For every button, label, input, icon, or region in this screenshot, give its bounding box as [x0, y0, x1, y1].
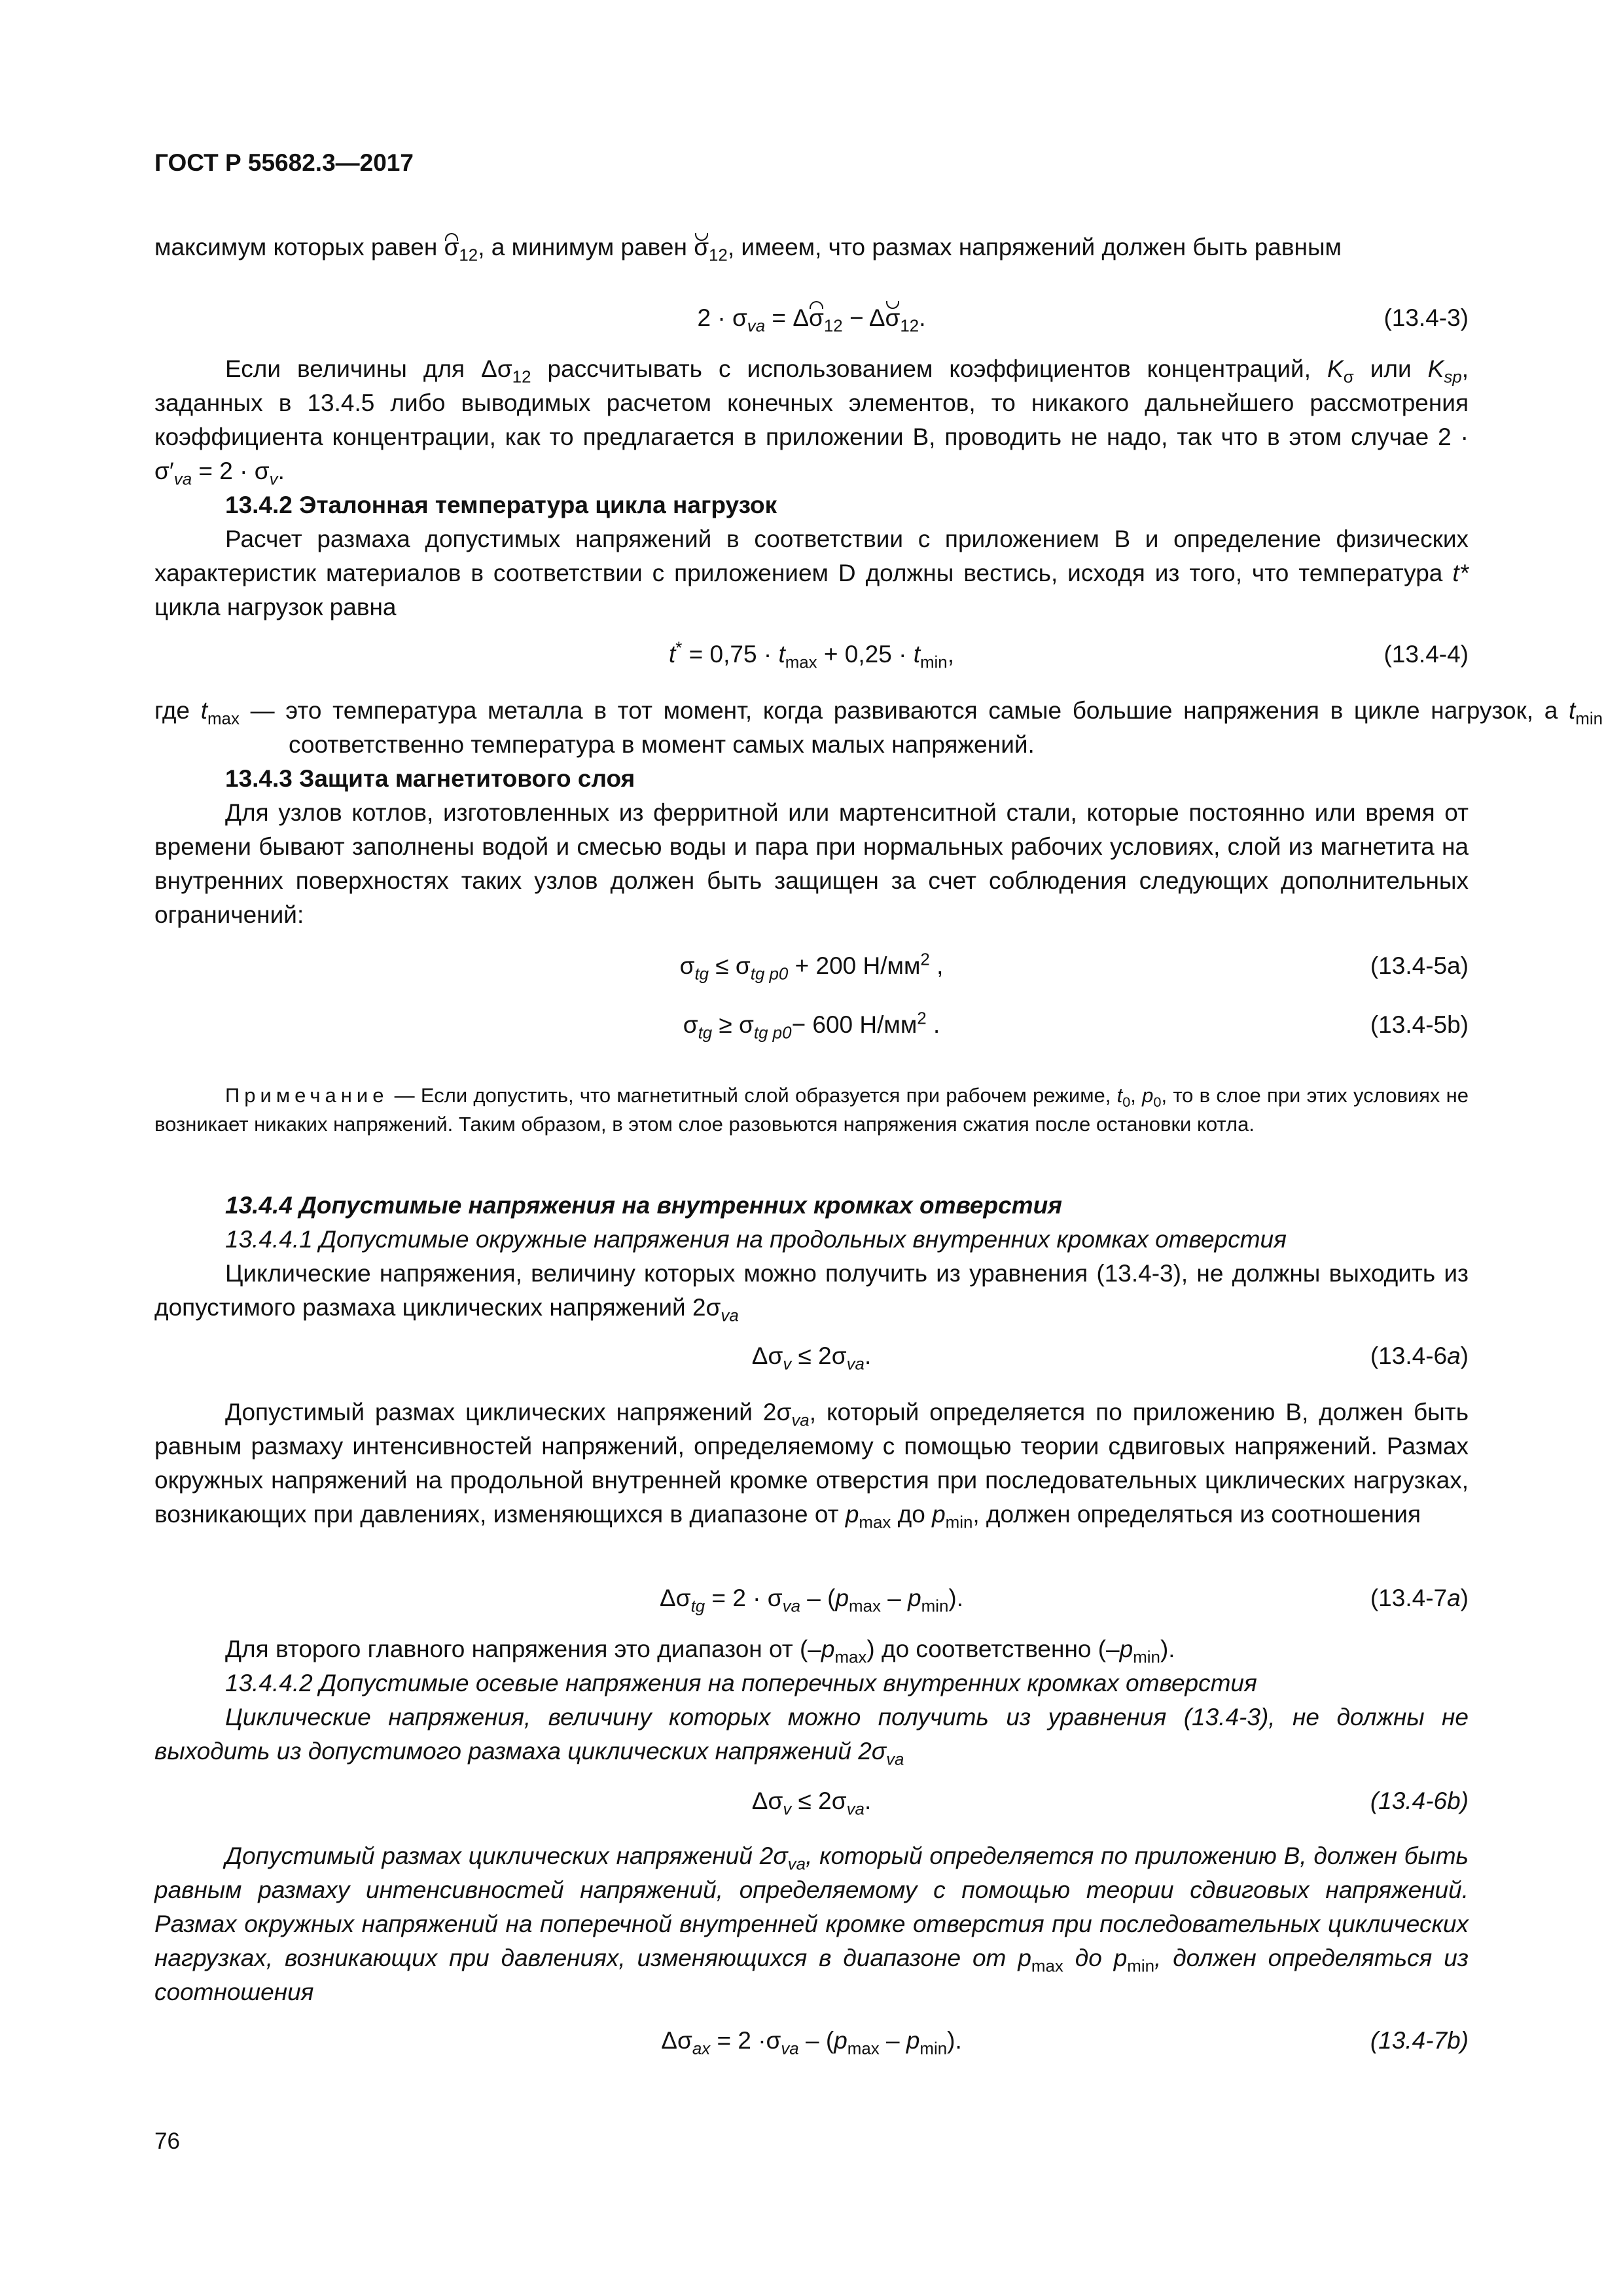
equation-13-4-6a: $\Delta\sigma_v \le 2\sigma_{va}$. (13.4-6a) — [154, 1336, 1469, 1376]
paragraph-second-principal: Для второго главного напряжения это диапазон от $(-p_{max})$ до соответственно $(-p_{min})$. — [225, 1636, 1175, 1667]
page-number: 76 — [154, 2128, 180, 2154]
equation-number: (13.4-5b) — [1370, 1011, 1469, 1038]
heading-13-4-3: 13.4.3 Защита магнетитового слоя — [225, 765, 635, 792]
sigma-hat-symbol: σ — [444, 230, 459, 264]
paragraph-where-tmax: где $t_{max}$ — это температура металла в тот момент, когда развиваются самые большие напряжения в цикле нагрузок, а $t_{min}$ соответственно температура в момент самых малых напряжений. — [154, 697, 1603, 758]
paragraph-reference-temperature: Расчет размаха допустимых напряжений в соответствии с приложением B и определение физических характеристик материалов в соответствии с приложением D должны вестись, исходя из того, что температура t* цикла нагрузок равна — [154, 526, 1469, 620]
heading-13-4-4: 13.4.4 Допустимые напряжения на внутренних кромках отверстия — [225, 1192, 1062, 1219]
heading-13-4-2: 13.4.2 Эталонная температура цикла нагрузок — [225, 492, 777, 518]
equation-number: (13.4-6a) — [1370, 1342, 1469, 1369]
equation-13-4-4: $t^* = 0,75 \cdot t_{max} + 0,25 \cdot t_{min}$, (13.4-4) — [154, 635, 1469, 674]
equation-13-4-7b: $\Delta\sigma_{ax} = 2 \cdot\sigma_{va} - (p_{max} - p_{min})$. (13.4-7b) — [154, 2021, 1469, 2060]
heading-13-4-4-2: 13.4.4.2 Допустимые осевые напряжения на поперечных внутренних кромках отверстия — [225, 1670, 1257, 1696]
equation-13-4-3: $2 \cdot \sigma_{va} = \Delta\sigma_{12} - \Delta\sigma_{12}$. (13.4-3) — [154, 298, 1469, 338]
paragraph-cyclic-stresses: Циклические напряжения, величину которых можно получить из уравнения (13.4-3), не должны выходить из допустимого размаха циклических напряжений $2\sigma_{va}$ — [154, 1260, 1469, 1325]
equation-number: (13.4-6b) — [1370, 1787, 1469, 1814]
paragraph-concentration: Если величины для $\Delta\sigma_{12}$ рассчитывать с использованием коэффициентов концентраций, $K_\sigma$ или $K_{sp}$, заданных в 13.4.5 либо выводимых расчетом конечных элементов, то никакого дальнейшего рассмотрения коэффициента концентрации, как то предлагается в приложении B, проводить не надо, так что в этом случае $2 \cdot \sigma'_{va} = 2 \cdot \sigma_v$. — [154, 355, 1469, 489]
note-label: Примечание — [225, 1084, 389, 1107]
equation-13-4-5b: $\sigma_{tg} \ge \sigma_{tg p0}- 600$ $Н/мм^2$ . (13.4-5b) — [154, 1005, 1469, 1045]
paragraph-cyclic-stresses-italic: Циклические напряжения, величину которых можно получить из уравнения (13.4-3), не должны не выходить из допустимого размаха циклических напряжений $2\sigma_{va}$ — [154, 1704, 1469, 1769]
paragraph-allowable-range-italic: Допустимый размах циклических напряжений $2\sigma_{va}$, который определяется по приложению B, должен быть равным размаху интенсивностей напряжений, определяемому с помощью теории сдвиговых напряжений. Размах окружных напряжений на поперечной внутренней кромке отверстия при последовательных циклических нагрузках, возникающих при давлениях, изменяющихся в диапазоне от $p_{max}$ до $p_{min}$, должен определяться из соотношения — [154, 1842, 1469, 2005]
sigma-breve-symbol: σ — [694, 230, 709, 264]
paragraph-intro: максимум которых равен $\sigma_{12}$, а минимум равен $\sigma_{12}$, имеем, что размах напряжений должен быть равным — [154, 230, 1469, 264]
heading-13-4-4-1: 13.4.4.1 Допустимые окружные напряжения на продольных внутренних кромках отверстия — [225, 1226, 1287, 1253]
note-block: Примечание — Если допустить, что магнетитный слой образуется при рабочем режиме, $t_0$, $p_0$, то в слое при этих условиях не возникает никаких напряжений. Таким образом, в этом слое разовьются напряжения сжатия после остановки котла. — [154, 1084, 1469, 1136]
paragraph-magnetite: Для узлов котлов, изготовленных из ферритной или мартенситной стали, которые постоянно или время от времени бывают заполнены водой и смесью воды и пара при нормальных рабочих условиях, слой из магнетита на внутренних поверхностях таких узлов должен быть защищен за счет соблюдения следующих дополнительных ограничений: — [154, 799, 1469, 928]
paragraph-allowable-range: Допустимый размах циклических напряжений $2\sigma_{va}$, который определяется по приложению B, должен быть равным размаху интенсивностей напряжений, определяемому с помощью теории сдвиговых напряжений. Размах окружных напряжений на продольной внутренней кромке отверстия при последовательных циклических нагрузках, возникающих при давлениях, изменяющихся в диапазоне от $p_{max}$ до $p_{min}$, должен определяться из соотношения — [154, 1399, 1469, 1532]
equation-13-4-5a: $\sigma_{tg} \le \sigma_{tg p0} + 200$ $Н/мм^2$ , (13.4-5a) — [154, 946, 1469, 986]
equation-13-4-6b: $\Delta\sigma_v \le 2\sigma_{va}$. (13.4-6b) — [154, 1782, 1469, 1821]
document-header: ГОСТ Р 55682.3—2017 — [154, 149, 414, 176]
equation-number: (13.4-7a) — [1370, 1585, 1469, 1611]
equation-13-4-7a: $\Delta\sigma_{tg} = 2 \cdot \sigma_{va} - (p_{max} - p_{min})$. (13.4-7a) — [154, 1579, 1469, 1618]
equation-number: (13.4-3) — [1383, 304, 1469, 331]
equation-number: (13.4-7b) — [1370, 2027, 1469, 2054]
equation-number: (13.4-4) — [1383, 641, 1469, 668]
equation-number: (13.4-5a) — [1370, 952, 1469, 979]
